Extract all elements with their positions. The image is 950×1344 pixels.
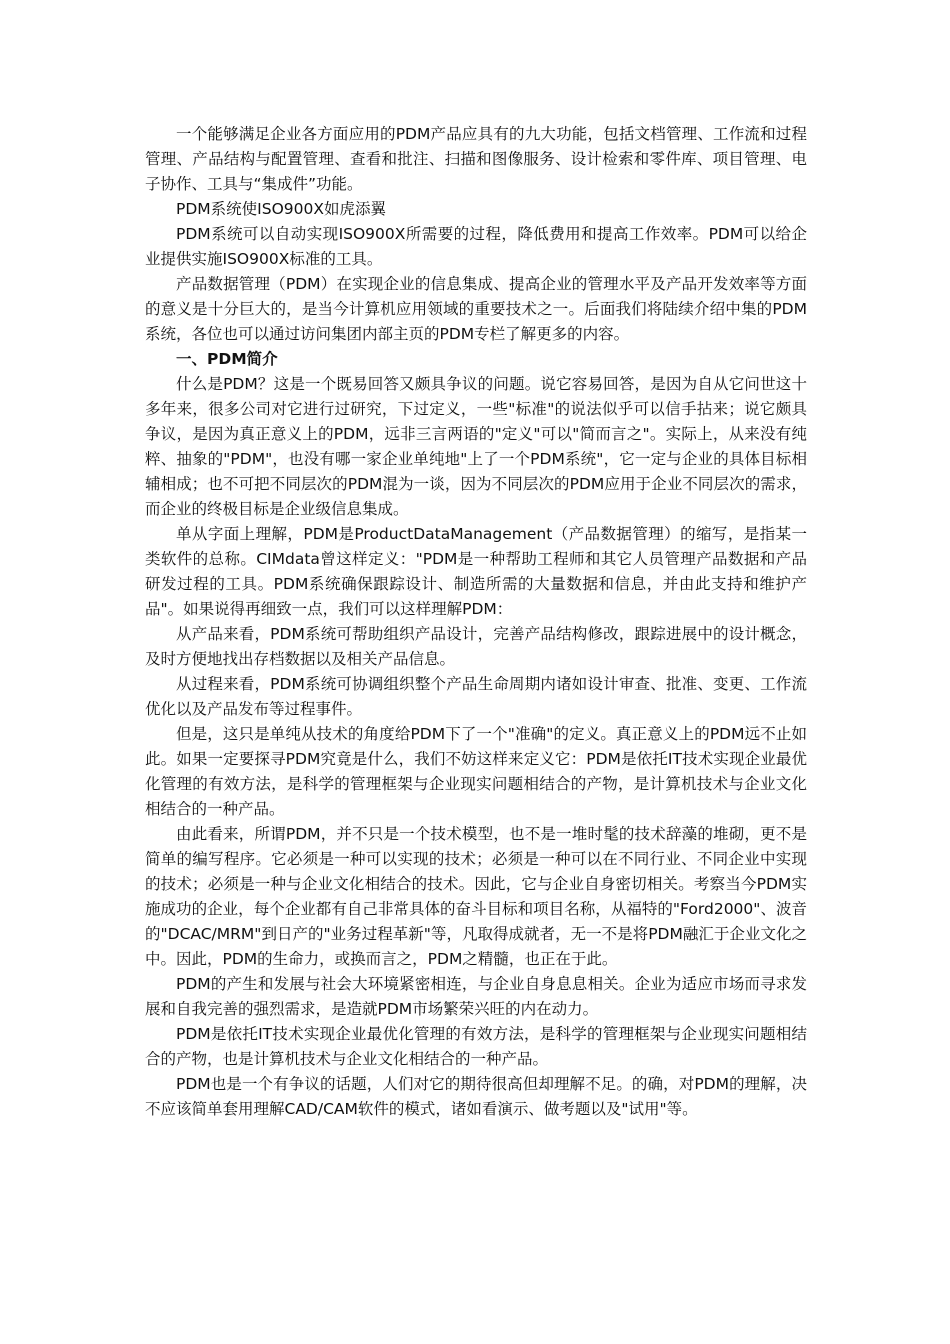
- paragraph-it-method: PDM是依托IT技术实现企业最优化管理的有效方法，是科学的管理框架与企业现实问题相结合的产物，也是计算机技术与企业文化相结合的一种产品。: [145, 1025, 807, 1068]
- paragraph-iso: PDM系统可以自动实现ISO900X所需要的过程，降低费用和提高工作效率。PDM可以给企业提供实施ISO900X标准的工具。: [145, 225, 807, 268]
- paragraph-iso-subtitle: PDM系统使ISO900X如虎添翼: [176, 200, 386, 218]
- paragraph-functions: 一个能够满足企业各方面应用的PDM产品应具有的九大功能，包括文档管理、工作流和过程管理、产品结构与配置管理、查看和批注、扫描和图像服务、设计检索和零件库、项目管理、电子协作、工具与“集成件”功能。: [145, 125, 807, 193]
- paragraph-process-view: 从过程来看，PDM系统可协调组织整个产品生命周期内诸如设计审查、批准、变更、工作流优化以及产品发布等过程事件。: [145, 675, 807, 718]
- document-body: [145, 122, 807, 1122]
- paragraph-controversy: PDM也是一个有争议的话题，人们对它的期待很高但却理解不足。的确，对PDM的理解，决不应该简单套用理解CAD/CAM软件的模式，诸如看演示、做考题以及"试用"等。: [145, 1075, 807, 1118]
- section-heading-pdm-intro: 一、PDM简介: [176, 350, 278, 368]
- paragraph-market: PDM的产生和发展与社会大环境紧密相连，与企业自身息息相关。企业为适应市场而寻求发展和自我完善的强烈需求，是造就PDM市场繁荣兴旺的内在动力。: [145, 975, 807, 1018]
- paragraph-significance: 产品数据管理（PDM）在实现企业的信息集成、提高企业的管理水平及产品开发效率等方面的意义是十分巨大的，是当今计算机应用领域的重要技术之一。后面我们将陆续介绍中集的PDM系统，各位也可以通过访问集团内部主页的PDM专栏了解更多的内容。: [145, 275, 807, 343]
- paragraph-what-is-pdm: 什么是PDM？这是一个既易回答又颇具争议的问题。说它容易回答，是因为自从它问世这十多年来，很多公司对它进行过研究，下过定义，一些"标准"的说法似乎可以信手拈来；说它颇具争议，是因为真正意义上的PDM，远非三言两语的"定义"可以"简而言之"。实际上，从来没有纯粹、抽象的"PDM"，也没有哪一家企业单纯地"上了一个PDM系统"，它一定与企业的具体目标相辅相成；也不可把不同层次的PDM混为一谈，因为不同层次的PDM应用于企业不同层次的需求，而企业的终极目标是企业级信息集成。: [145, 375, 807, 518]
- paragraph-definition: 单从字面上理解，PDM是ProductDataManagement（产品数据管理）的缩写，是指某一类软件的总称。CIMdata曾这样定义："PDM是一种帮助工程师和其它人员管理产品数据和产品研发过程的工具。PDM系统确保跟踪设计、制造所需的大量数据和信息，并由此支持和维护产品"。如果说得再细致一点，我们可以这样理解PDM：: [145, 525, 807, 618]
- paragraph-true-meaning: 但是，这只是单纯从技术的角度给PDM下了一个"准确"的定义。真正意义上的PDM远不止如此。如果一定要探寻PDM究竟是什么，我们不妨这样来定义它：PDM是依托IT技术实现企业最优化管理的有效方法，是科学的管理框架与企业现实问题相结合的产物，是计算机技术与企业文化相结合的一种产品。: [145, 725, 807, 818]
- paragraph-culture: 由此看来，所谓PDM，并不只是一个技术模型，也不是一堆时髦的技术辞藻的堆砌，更不是简单的编写程序。它必须是一种可以实现的技术；必须是一种可以在不同行业、不同企业中实现的技术；必须是一种与企业文化相结合的技术。因此，它与企业自身密切相关。考察当今PDM实施成功的企业，每个企业都有自己非常具体的奋斗目标和项目名称，从福特的"Ford2000"、波音的"DCAC/MRM"到日产的"业务过程革新"等，凡取得成就者，无一不是将PDM融汇于企业文化之中。因此，PDM的生命力，或换而言之，PDM之精髓，也正在于此。: [145, 825, 807, 968]
- paragraph-product-view: 从产品来看，PDM系统可帮助组织产品设计，完善产品结构修改，跟踪进展中的设计概念，及时方便地找出存档数据以及相关产品信息。: [145, 625, 807, 668]
